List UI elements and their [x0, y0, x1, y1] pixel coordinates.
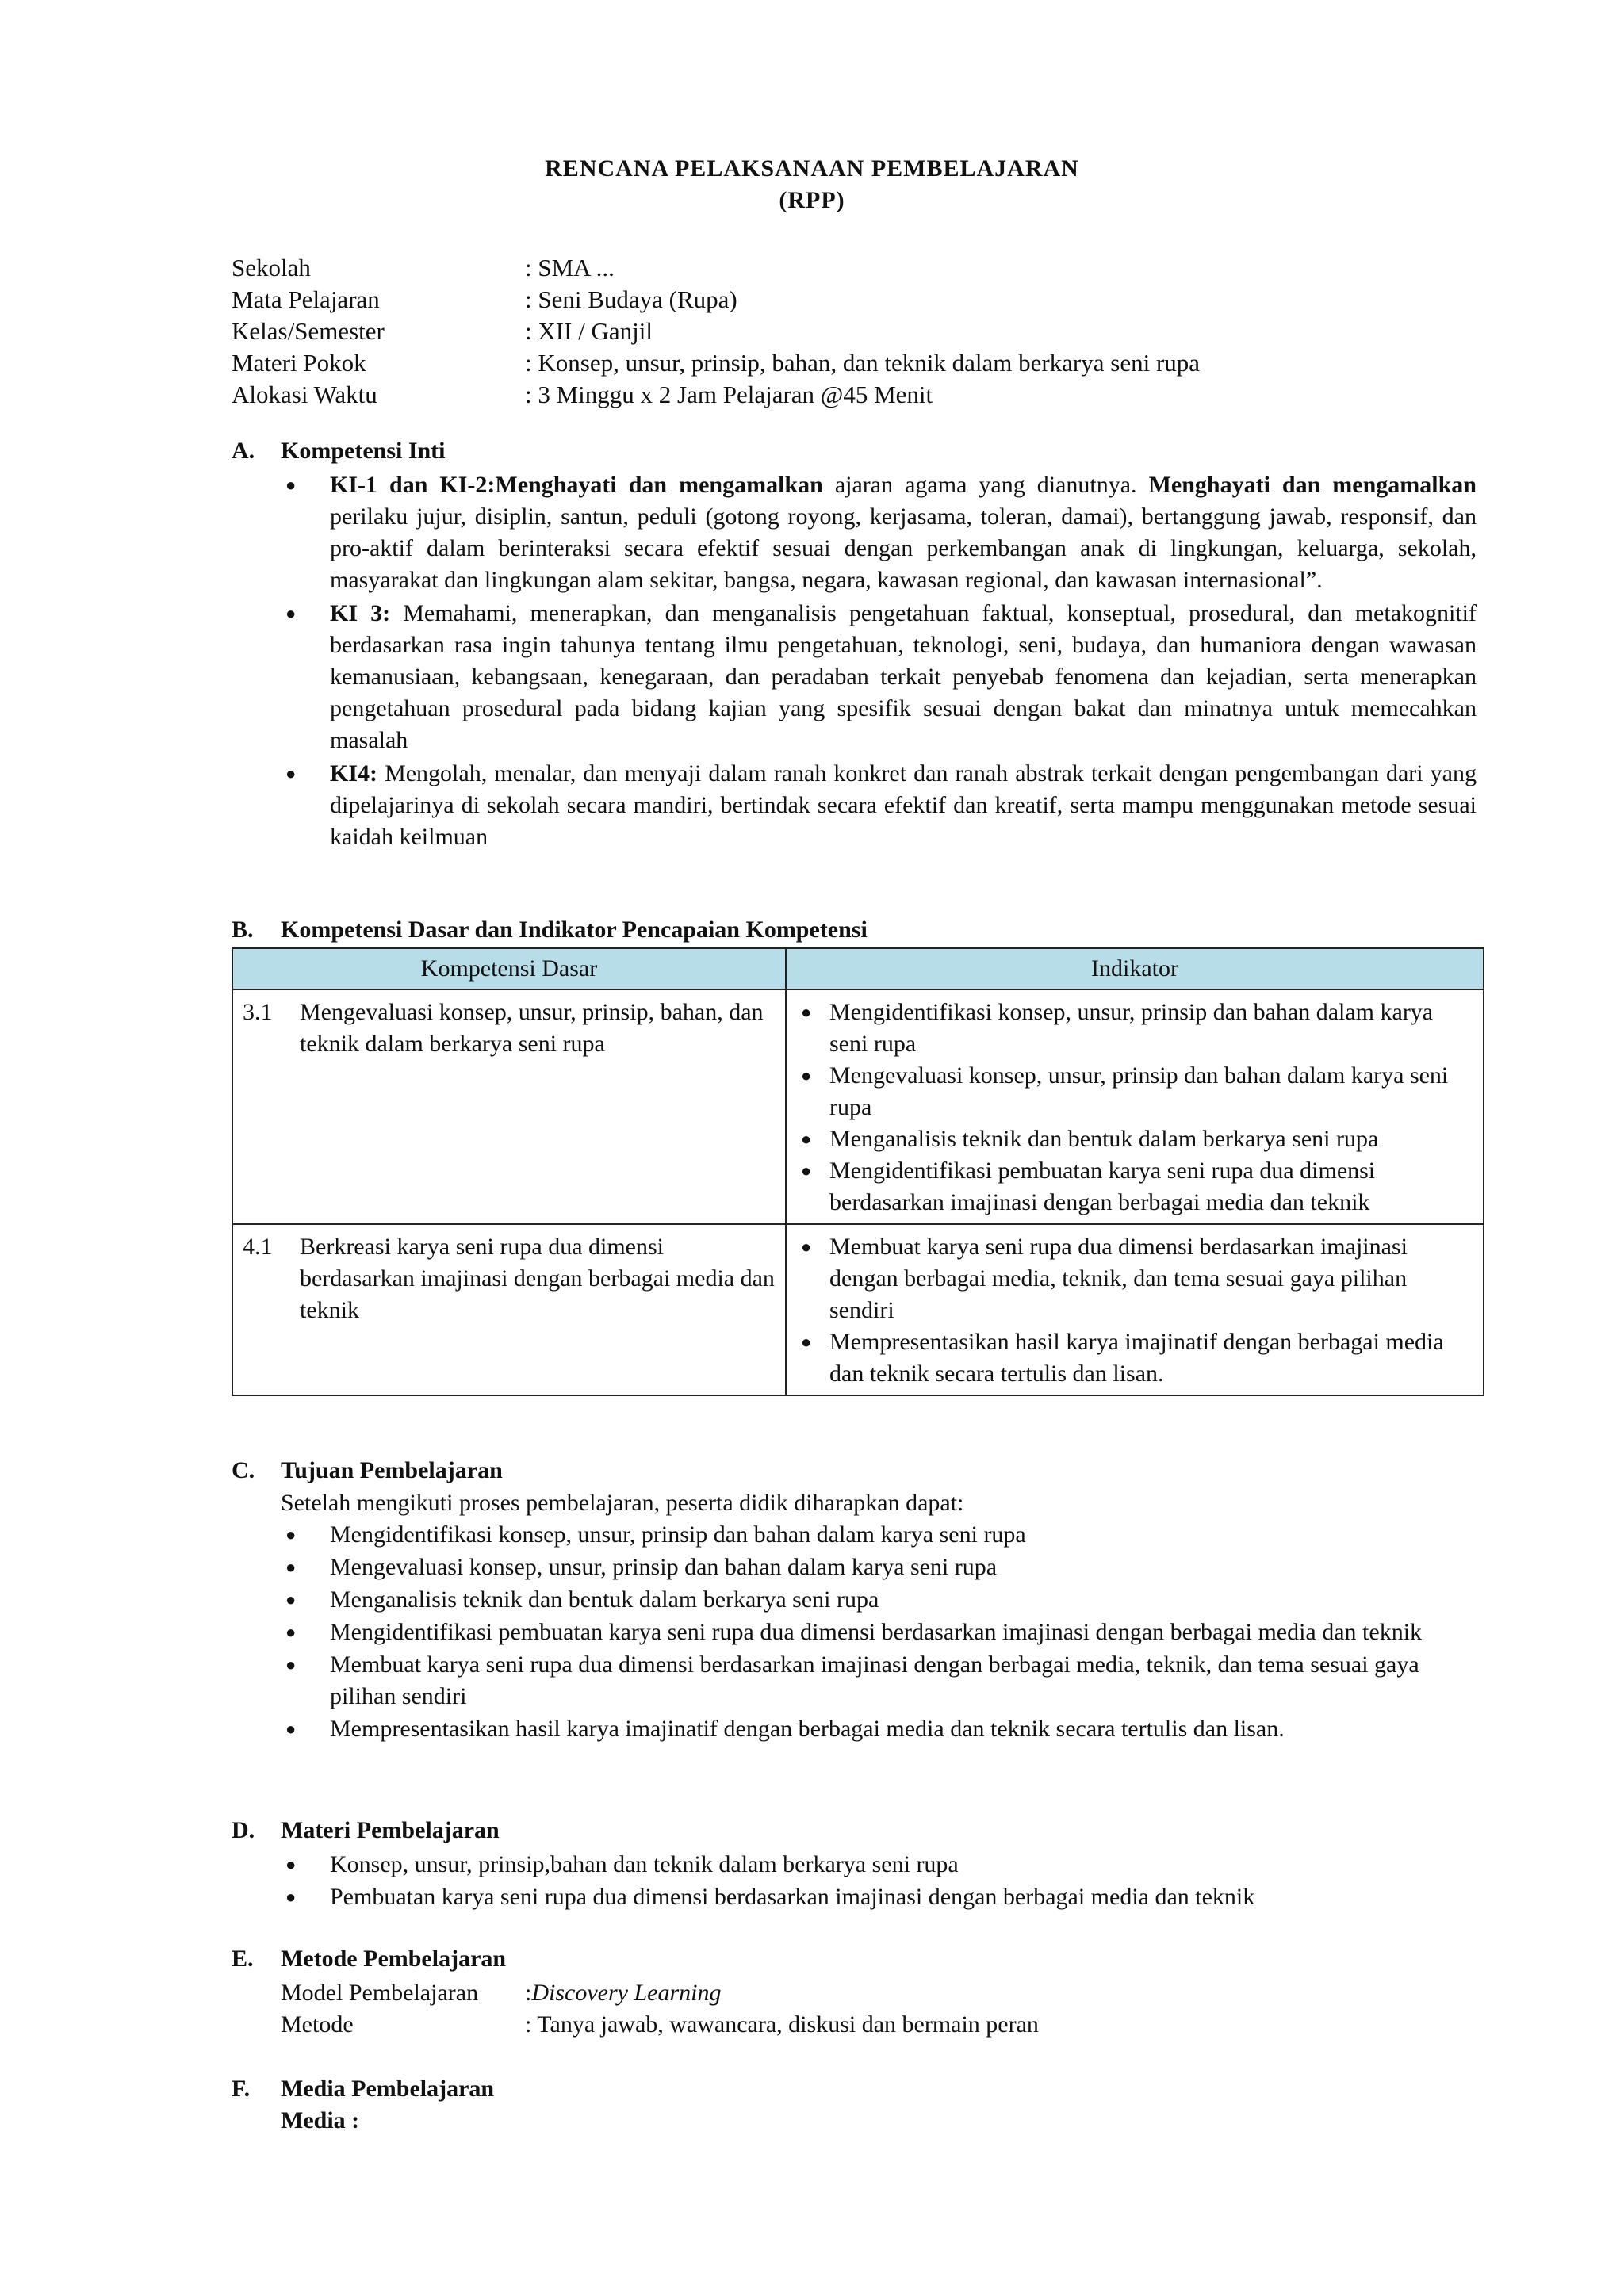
- section-letter: D.: [232, 1817, 255, 1843]
- method-label: Model Pembelajaran: [281, 1980, 479, 2006]
- kd-number: 3.1: [243, 999, 273, 1025]
- identity-value: : XII / Ganjil: [525, 317, 653, 345]
- objectives-list: [281, 1519, 1486, 1746]
- indicator-text: Mempresentasikan hasil karya imajinatif dengan berbagai media dan teknik secara tertulis dan lisan.: [829, 1329, 1444, 1387]
- identity-row-school: [232, 252, 1200, 284]
- ki-text: ajaran agama yang dianutnya.: [822, 472, 1149, 498]
- column-header-kd: Kompetensi Dasar: [232, 948, 786, 989]
- list-item-text: Mengevaluasi konsep, unsur, prinsip dan bahan dalam karya seni rupa: [330, 1554, 998, 1580]
- section-b-heading: [232, 916, 868, 943]
- ki-item-3: [281, 598, 1477, 756]
- objectives-intro: Setelah mengikuti proses pembelajaran, peserta didik diharapkan dapat:: [281, 1490, 964, 1516]
- ki-label: KI-1 dan KI-2:Menghayati dan mengamalkan: [330, 472, 823, 498]
- core-competency-list: [281, 469, 1477, 855]
- identity-value: : Konsep, unsur, prinsip, bahan, dan teknik dalam berkarya seni rupa: [525, 349, 1201, 377]
- document-subtitle: (RPP): [779, 187, 845, 213]
- section-e-heading: [232, 1946, 506, 1973]
- identity-row-time: [232, 379, 1200, 411]
- section-letter: B.: [232, 916, 254, 943]
- kd-cell: [232, 989, 786, 1224]
- ki-label: KI 3:: [330, 600, 391, 626]
- method-value: : Tanya jawab, wawancara, diskusi dan bermain peran: [525, 2011, 1039, 2038]
- list-item-text: Mengidentifikasi pembuatan karya seni rupa dua dimensi berdasarkan imajinasi dengan berbagai media dan teknik: [330, 1619, 1423, 1645]
- indicator-cell: [786, 989, 1484, 1224]
- identity-block: [232, 252, 1200, 411]
- method-row-metode: [281, 2009, 1039, 2041]
- identity-label: Alokasi Waktu: [232, 381, 377, 408]
- media-label: Media :: [281, 2107, 360, 2133]
- section-title: Media Pembelajaran: [281, 2076, 495, 2102]
- list-item: [281, 1552, 1486, 1583]
- list-item-text: Pembuatan karya seni rupa dua dimensi berdasarkan imajinasi dengan berbagai media dan teknik: [330, 1884, 1255, 1910]
- kd-cell: [232, 1224, 786, 1395]
- indicator-text: Mengidentifikasi konsep, unsur, prinsip dan bahan dalam karya seni rupa: [829, 999, 1434, 1057]
- section-title: Materi Pembelajaran: [281, 1817, 500, 1843]
- method-block: [281, 1977, 1039, 2041]
- indicator-item: [796, 1326, 1473, 1390]
- bullet-icon: ●: [285, 763, 297, 783]
- identity-label: Mata Pelajaran: [232, 285, 380, 313]
- table-row: [232, 989, 1484, 1224]
- section-title: Kompetensi Dasar dan Indikator Pencapaian Kompetensi: [281, 916, 868, 943]
- ki-emphasis: Menghayati dan mengamalkan: [1148, 472, 1477, 498]
- bullet-icon: ●: [801, 1332, 812, 1352]
- list-item: [281, 1713, 1486, 1745]
- list-item-text: Mempresentasikan hasil karya imajinatif dengan berbagai media dan teknik secara tertulis dan lisan.: [330, 1716, 1285, 1742]
- bullet-icon: ●: [285, 1887, 297, 1907]
- identity-label: Kelas/Semester: [232, 317, 385, 345]
- bullet-icon: ●: [801, 1066, 812, 1085]
- indicator-text: Mengevaluasi konsep, unsur, prinsip dan bahan dalam karya seni rupa: [829, 1062, 1449, 1120]
- section-c-heading: [232, 1457, 503, 1484]
- method-row-model: [281, 1977, 1039, 2009]
- bullet-icon: ●: [285, 1719, 297, 1739]
- indicator-item: [796, 1155, 1473, 1219]
- identity-value: : Seni Budaya (Rupa): [525, 285, 737, 313]
- ki-text: Mengolah, menalar, dan menyaji dalam ranah konkret dan ranah abstrak terkait dengan pengembangan dari yang dipelajarinya di sekolah secara mandiri, bertindak secara efektif dan kreatif, serta mampu menggunakan metode sesuai kaidah keilmuan: [330, 760, 1477, 850]
- section-letter: C.: [232, 1457, 255, 1483]
- bullet-icon: ●: [801, 1002, 812, 1022]
- bullet-icon: ●: [801, 1161, 812, 1181]
- indicator-text: Mengidentifikasi pembuatan karya seni rupa dua dimensi berdasarkan imajinasi dengan berbagai media dan teknik: [829, 1158, 1376, 1215]
- list-item-text: Konsep, unsur, prinsip,bahan dan teknik dalam berkarya seni rupa: [330, 1851, 959, 1877]
- indicator-item: [796, 1123, 1473, 1155]
- identity-label: Sekolah: [232, 254, 311, 281]
- identity-row-subject: [232, 284, 1200, 316]
- ki-label: KI4:: [330, 760, 377, 786]
- bullet-icon: ●: [285, 1557, 297, 1577]
- bullet-icon: ●: [285, 1854, 297, 1874]
- method-label: Metode: [281, 2011, 354, 2038]
- indicator-item: [796, 1231, 1473, 1326]
- indicator-text: Menganalisis teknik dan bentuk dalam berkarya seni rupa: [829, 1126, 1379, 1152]
- identity-value: : 3 Minggu x 2 Jam Pelajaran @45 Menit: [525, 381, 933, 408]
- indicator-text: Membuat karya seni rupa dua dimensi berdasarkan imajinasi dengan berbagai media, teknik, dan tema sesuai gaya pilihan sendiri: [829, 1234, 1408, 1323]
- section-letter: E.: [232, 1946, 254, 1972]
- section-a-heading: [232, 438, 446, 465]
- table-header-row: [232, 948, 1484, 989]
- bullet-icon: ●: [285, 1525, 297, 1544]
- document-title: RENCANA PELAKSANAAN PEMBELAJARAN: [545, 155, 1079, 182]
- bullet-icon: ●: [285, 1655, 297, 1674]
- table-row: [232, 1224, 1484, 1395]
- list-item-text: Membuat karya seni rupa dua dimensi berdasarkan imajinasi dengan berbagai media, teknik, dan tema sesuai gaya pilihan sendiri: [330, 1651, 1419, 1709]
- bullet-icon: ●: [801, 1237, 812, 1257]
- list-item: [281, 1649, 1486, 1712]
- section-letter: A.: [232, 438, 255, 464]
- bullet-icon: ●: [285, 603, 297, 623]
- identity-label: Materi Pokok: [232, 349, 366, 377]
- materials-list: [281, 1849, 1486, 1914]
- section-title: Metode Pembelajaran: [281, 1946, 507, 1972]
- indicator-cell: [786, 1224, 1484, 1395]
- section-f-heading: [232, 2076, 494, 2103]
- kd-number: 4.1: [243, 1234, 273, 1260]
- indicator-item: [796, 997, 1473, 1060]
- kd-text: Berkreasi karya seni rupa dua dimensi berdasarkan imajinasi dengan berbagai media dan teknik: [300, 1234, 775, 1323]
- list-item-text: Menganalisis teknik dan bentuk dalam berkarya seni rupa: [330, 1586, 879, 1613]
- bullet-icon: ●: [285, 475, 297, 495]
- kd-text: Mengevaluasi konsep, unsur, prinsip, bahan, dan teknik dalam berkarya seni rupa: [300, 999, 764, 1057]
- competency-table: [232, 947, 1484, 1396]
- identity-value: : SMA ...: [525, 254, 615, 281]
- bullet-icon: ●: [285, 1622, 297, 1642]
- list-item: [281, 1617, 1486, 1648]
- identity-row-class: [232, 316, 1200, 347]
- section-title: Kompetensi Inti: [281, 438, 446, 464]
- list-item: [281, 1849, 1486, 1881]
- section-title: Tujuan Pembelajaran: [281, 1457, 503, 1483]
- list-item: [281, 1881, 1486, 1913]
- ki-item-4: [281, 758, 1477, 853]
- section-letter: F.: [232, 2076, 251, 2102]
- section-d-heading: [232, 1817, 500, 1844]
- bullet-icon: ●: [801, 1129, 812, 1149]
- column-header-indicator: Indikator: [786, 948, 1484, 989]
- identity-row-topic: [232, 347, 1200, 379]
- method-colon: :: [525, 1980, 532, 2006]
- ki-text: perilaku jujur, disiplin, santun, peduli (gotong royong, kerjasama, toleran, damai), bertanggung jawab, responsif, dan pro-aktif dalam berinteraksi secara efektif sesuai dengan perkembangan anak di lingkungan, keluarga, sekolah, masyarakat dan lingkungan alam sekitar, bangsa, negara, kawasan regional, dan kawasan internasional”.: [330, 503, 1477, 593]
- ki-text: Memahami, menerapkan, dan menganalisis pengetahuan faktual, konseptual, prosedural, dan metakognitif berdasarkan rasa ingin tahunya tentang ilmu pengetahuan, teknologi, seni, budaya, dan humaniora dengan wawasan kemanusiaan, kebangsaan, kenegaraan, dan peradaban terkait penyebab fenomena dan kejadian, serta menerapkan pengetahuan prosedural pada bidang kajian yang spesifik sesuai dengan bakat dan minatnya untuk memecahkan masalah: [330, 600, 1477, 753]
- method-value: Discovery Learning: [531, 1980, 722, 2006]
- list-item: [281, 1584, 1486, 1616]
- ki-item-1: [281, 469, 1477, 596]
- indicator-item: [796, 1060, 1473, 1123]
- list-item-text: Mengidentifikasi konsep, unsur, prinsip dan bahan dalam karya seni rupa: [330, 1521, 1026, 1548]
- list-item: [281, 1519, 1486, 1551]
- bullet-icon: ●: [285, 1590, 297, 1609]
